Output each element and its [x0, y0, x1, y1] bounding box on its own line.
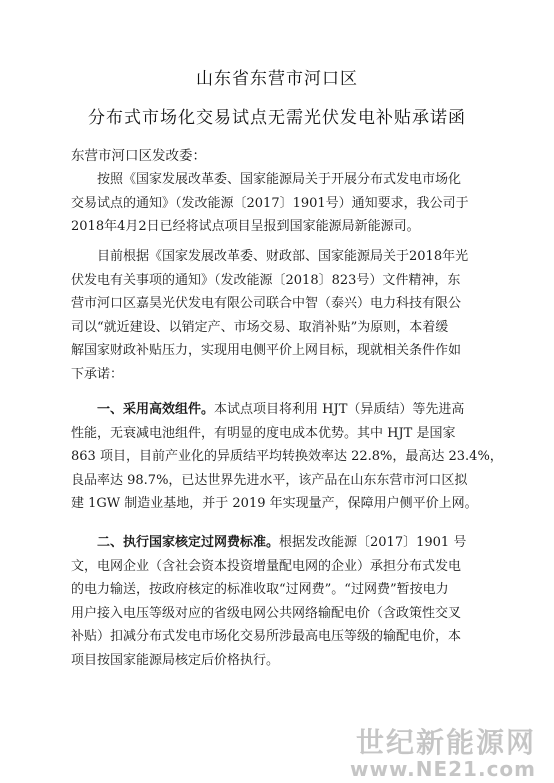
- text-line: 863 项目，目前产业化的异质结平均转换效率达 22.8%，最高达 23.4%，: [71, 449, 503, 464]
- text-line: 下承诺：: [71, 366, 124, 382]
- text-line: 用户接入电压等级对应的省级电网公共网络输配电价（含政策性交叉: [71, 605, 462, 621]
- document-title-region: 山东省东营市河口区: [196, 69, 358, 89]
- text-line: 司以“就近建设、以销定产、市场交易、取消补贴”为原则，本着缓: [71, 319, 449, 335]
- text-line: 解国家财政补贴压力，实现用电侧平价上网目标，现就相关条件作如: [71, 343, 462, 358]
- addressee: 东营市河口区发改委：: [71, 148, 206, 164]
- text-line: 项目按国家能源局核定后价格执行。: [71, 652, 280, 668]
- text-line: 交易试点的通知》（发改能源〔2017〕1901号）通知要求，我公司于: [71, 195, 469, 211]
- text-line: 目前根据《国家发展改革委、财政部、国家能源局关于2018年光: [97, 249, 469, 264]
- commitment-1-heading: 一、采用高效组件。: [97, 402, 215, 417]
- paragraph-commitment-2: [71, 531, 483, 672]
- watermark-url: www.NE21.com: [349, 757, 536, 781]
- commitment-1-text: 本试点项目将利用 HJT（异质结）等先进高: [214, 402, 465, 417]
- site-watermark: [350, 728, 536, 780]
- paragraph-background: [71, 168, 483, 239]
- text-line: [71, 398, 483, 422]
- text-line: [71, 531, 483, 555]
- paragraph-commitment-intro: [71, 245, 483, 386]
- commitment-2-heading: 二、执行国家核定过网费标准。: [97, 535, 280, 550]
- text-line: 补贴）扣减分布式发电市场化交易所涉最高电压等级的输配电价，本: [71, 629, 462, 644]
- paragraph-commitment-1: [71, 398, 503, 516]
- text-line: 2018年4月2日已经将试点项目呈报到国家能源局新能源司。: [71, 219, 420, 234]
- text-line: 性能，无衰减电池组件，有明显的度电成本优势。其中 HJT 是国家: [71, 425, 456, 441]
- text-line: 伏发电有关事项的通知》（发改能源〔2018〕823号）文件精神，东: [71, 272, 461, 288]
- text-line: 按照《国家发展改革委、国家能源局关于开展分布式发电市场化: [97, 172, 462, 187]
- text-line: 的电力输送，按政府核定的标准收取“过网费”。“过网费”暂按电力: [71, 582, 449, 597]
- text-line: 建 1GW 制造业基地，并于 2019 年实现量产，保障用户侧平价上网。: [71, 496, 478, 511]
- commitment-2-text: 根据发改能源〔2017〕1901 号: [279, 535, 467, 550]
- text-line: 文，电网企业（含社会资本投资增量配电网的企业）承担分布式发电: [71, 558, 462, 574]
- text-line: 良品率达 98.7%，已达世界先进水平，该产品在山东东营市河口区拟: [71, 472, 468, 488]
- document-title-subject: 分布式市场化交易试点无需光伏发电补贴承诺函: [88, 108, 466, 128]
- watermark-name: 世纪新能源网: [355, 726, 536, 759]
- text-line: 营市河口区嘉昊光伏发电有限公司联合中智（泰兴）电力科技有限公: [71, 296, 462, 311]
